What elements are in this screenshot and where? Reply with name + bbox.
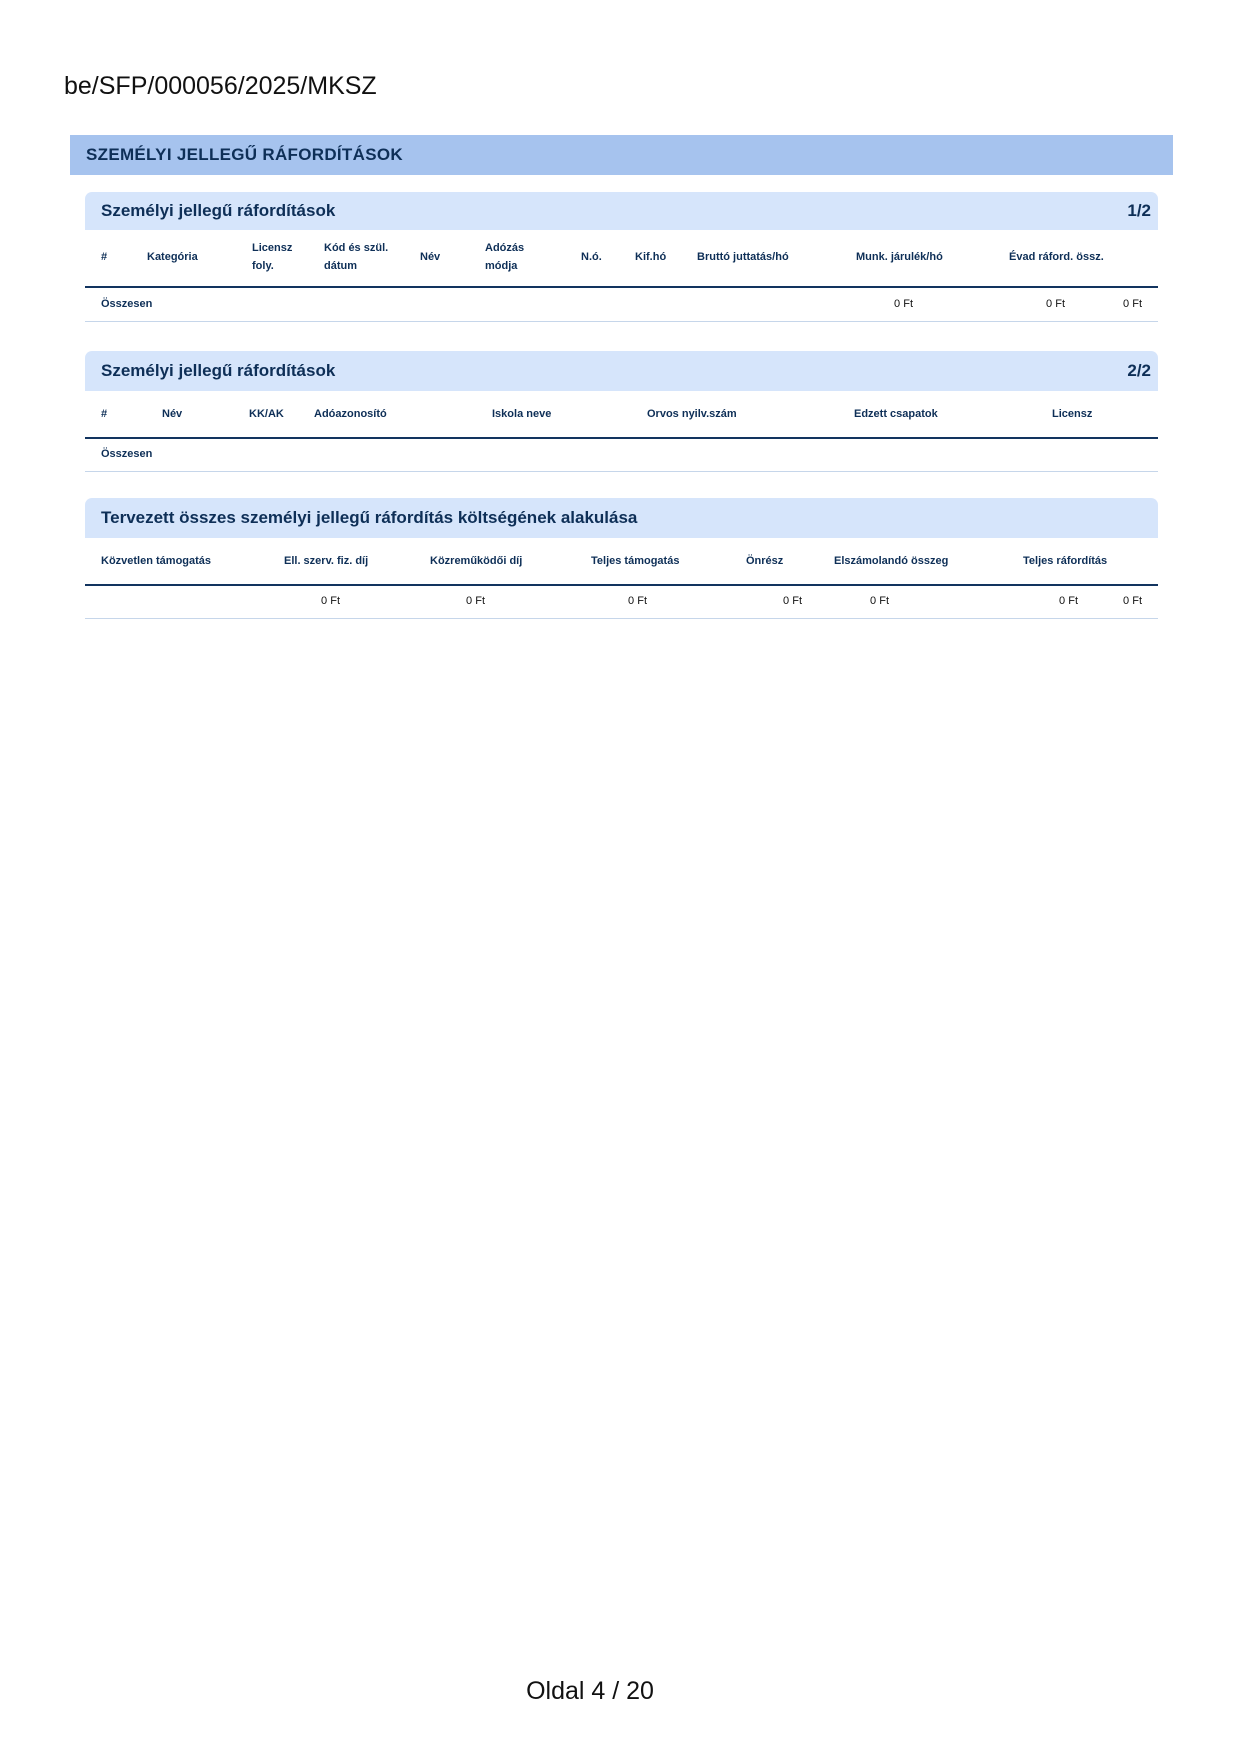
total-label: Összesen (101, 448, 153, 460)
document-id: be/SFP/000056/2025/MKSZ (64, 72, 377, 100)
col-header-kifho: Kif.hó (635, 251, 667, 263)
col-header-season-total: Évad ráford. össz. (1009, 251, 1104, 263)
section-personnel-costs-1 (85, 192, 1158, 322)
table-values-row (85, 586, 1158, 619)
col-header-category: Kategória (147, 251, 198, 263)
col-header-code-line1: Kód és szül. (324, 242, 389, 254)
col-header-number: # (101, 251, 108, 263)
section-page-indicator: 2/2 (1127, 361, 1151, 380)
col-header-direct-support: Közvetlen támogatás (101, 555, 212, 567)
section-title: Tervezett összes személyi jellegű ráfordítás költségének alakulása (101, 508, 638, 527)
section-page-indicator: 1/2 (1127, 201, 1151, 220)
col-header-gross-benefit: Bruttó juttatás/hó (697, 251, 789, 263)
col-header-kkak: KK/AK (249, 408, 284, 420)
total-gross-benefit: 0 Ft (894, 298, 913, 310)
value-own-contribution: 0 Ft (870, 595, 889, 607)
section-title: Személyi jellegű ráfordítások (101, 201, 336, 220)
table-total-row (85, 288, 1158, 322)
col-header-tax-line2: módja (485, 260, 518, 272)
table-header-row (85, 391, 1158, 439)
value-intermediary-fee: 0 Ft (628, 595, 647, 607)
col-header-no: N.ó. (581, 251, 602, 263)
value-total-support: 0 Ft (783, 595, 802, 607)
col-header-tax-line1: Adózás (485, 242, 525, 254)
col-header-total-support: Teljes támogatás (591, 555, 680, 567)
main-section-heading: SZEMÉLYI JELLEGŰ RÁFORDÍTÁSOK (70, 135, 1173, 175)
section-title: Személyi jellegű ráfordítások (101, 361, 336, 380)
total-label: Összesen (101, 298, 153, 310)
table-total-row (85, 439, 1158, 472)
section-header (85, 192, 1158, 230)
total-season: 0 Ft (1123, 298, 1142, 310)
col-header-intermediary-fee: Közreműködői díj (430, 555, 523, 567)
col-header-doctor-reg: Orvos nyilv.szám (647, 408, 737, 420)
col-header-license-line2: foly. (252, 260, 274, 272)
col-header-trained-teams: Edzett csapatok (854, 408, 938, 420)
table-header-row (85, 538, 1158, 586)
col-header-accountable-amount: Elszámolandó összeg (834, 555, 949, 567)
col-header-own-contribution: Önrész (746, 555, 784, 567)
col-header-code-line2: dátum (324, 260, 357, 272)
section-header (85, 498, 1158, 538)
section-planned-cost-summary (85, 498, 1158, 619)
col-header-name: Név (420, 251, 441, 263)
value-direct-support: 0 Ft (321, 595, 340, 607)
col-header-tax-id: Adóazonosító (314, 408, 387, 420)
section-header (85, 351, 1158, 391)
col-header-control-fee: Ell. szerv. fiz. díj (284, 555, 369, 567)
col-header-license-line1: Licensz (252, 242, 293, 254)
col-header-employer-contrib: Munk. járulék/hó (856, 251, 943, 263)
value-accountable-amount: 0 Ft (1059, 595, 1078, 607)
section-personnel-costs-2 (85, 351, 1158, 472)
col-header-number: # (101, 408, 108, 420)
table-header-row (85, 230, 1158, 288)
col-header-total-expenditure: Teljes ráfordítás (1023, 555, 1108, 567)
col-header-school-name: Iskola neve (492, 408, 552, 420)
col-header-license: Licensz (1052, 408, 1093, 420)
page-number: Oldal 4 / 20 (526, 1677, 654, 1705)
col-header-name: Név (162, 408, 183, 420)
value-control-fee: 0 Ft (466, 595, 485, 607)
value-total-expenditure: 0 Ft (1123, 595, 1142, 607)
total-employer-contrib: 0 Ft (1046, 298, 1065, 310)
